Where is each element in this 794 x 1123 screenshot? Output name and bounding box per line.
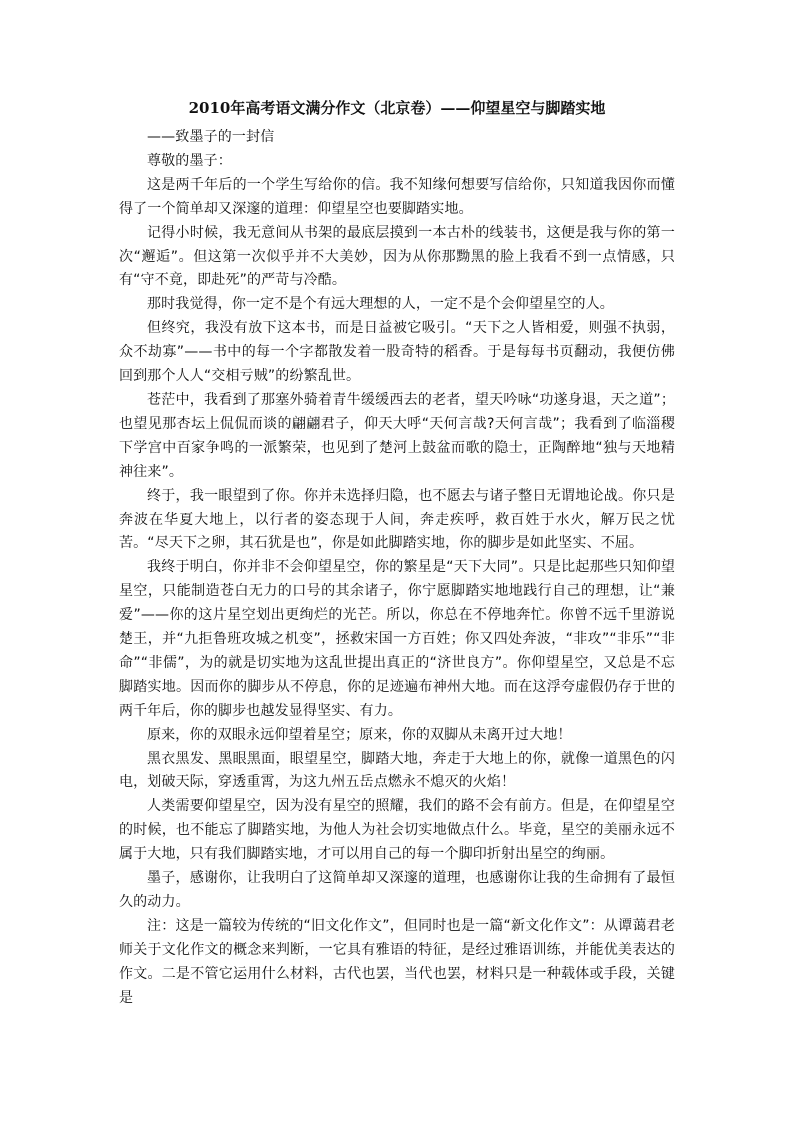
body-paragraph: 记得小时候，我无意间从书架的最底层摸到一本古朴的线装书，这便是我与你的第一次“邂逅”。但这第一次似乎并不大美妙，因为从你那黝黑的脸上我看不到一点情感，只有“守不竟，即赴死”的严苛与冷酷。 bbox=[119, 224, 675, 289]
note-paragraph: 注：这是一篇较为传统的“旧文化作文”，但同时也是一篇“新文化作文”：从谭蔼君老师关于文化作文的概念来判断，一它具有雅语的特征，是经过雅语训练，并能优美表达的作文。二是不管它运用什么材料，古代也罢，当代也罢，材料只是一种载体或手段，关键是 bbox=[119, 917, 675, 1006]
body-paragraph: 人类需要仰望星空，因为没有星空的照耀，我们的路不会有前方。但是，在仰望星空的时候，也不能忘了脚踏实地，为他人为社会切实地做点什么。毕竟，星空的美丽永远不属于大地，只有我们脚踏实地，才可以用自己的每一个脚印折射出星空的绚丽。 bbox=[119, 798, 675, 863]
body-paragraph: 那时我觉得，你一定不是个有远大理想的人，一定不是个会仰望星空的人。 bbox=[147, 296, 614, 313]
body-paragraph: 墨子，感谢你，让我明白了这简单却又深邃的道理，也感谢你让我的生命拥有了最恒久的动力。 bbox=[119, 870, 675, 910]
salutation: 尊敬的墨子： bbox=[147, 152, 232, 169]
body-paragraph: 原来，你的双眼永远仰望着星空；原来，你的双脚从未离开过大地！ bbox=[147, 726, 572, 743]
body-paragraph: 苍茫中，我看到了那塞外骑着青牛缓缓西去的老者，望天吟咏“功遂身退，天之道”；也望见那杏坛上侃侃而谈的翩翩君子，仰天大呼“天何言哉?天何言哉”；我看到了临淄稷下学宫中百家争鸣的一派繁荣，也见到了楚河上鼓盆而歌的隐士，正陶醉地“独与天地精神往来”。 bbox=[119, 391, 675, 480]
body-paragraph: 我终于明白，你并非不会仰望星空，你的繁星是“天下大同”。只是比起那些只知仰望星空，只能制造苍白无力的口号的其余诸子，你宁愿脚踏实地地践行自己的理想，让“兼爱”——你的这片星空划出更绚烂的光芒。所以，你总在不停地奔忙。你曾不远千里游说楚王，并“九拒鲁班攻城之机变”，拯救宋国一方百姓；你又四处奔波，“非攻”“非乐”“非命”“非儒”，为的就是切实地为这乱世提出真正的“济世良方”。你仰望星空，又总是不忘脚踏实地。因而你的脚步从不停息，你的足迹遍布神州大地。而在这浮夸虚假仍存于世的两千年后，你的脚步也越发显得坚实、有力。 bbox=[119, 559, 675, 719]
body-paragraph: 终于，我一眼望到了你。你并未选择归隐，也不愿去与诸子整日无谓地论战。你只是奔波在华夏大地上，以行者的姿态现于人间，奔走疾呼，救百姓于水火，解万民之忧苦。“尽天下之卵，其石犹是也”，你是如此脚踏实地，你的脚步是如此坚实、不屈。 bbox=[119, 487, 675, 552]
document-page bbox=[119, 96, 675, 1011]
document-title: 2010年高考语文满分作文（北京卷）——仰望星空与脚踏实地 bbox=[188, 99, 606, 117]
body-paragraph: 这是两千年后的一个学生写给你的信。我不知缘何想要写信给你，只知道我因你而懂得了一个简单却又深邃的道理：仰望星空也要脚踏实地。 bbox=[119, 176, 675, 217]
subtitle-line: ——致墨子的一封信 bbox=[147, 129, 275, 145]
body-paragraph: 黑衣黑发、黑眼黑面，眼望星空，脚踏大地，奔走于大地上的你，就像一道黑色的闪电，划破天际，穿透重霄，为这九州五岳点燃永不熄灭的火焰！ bbox=[119, 750, 675, 791]
body-paragraph: 但终究，我没有放下这本书，而是日益被它吸引。“天下之人皆相爱，则强不执弱，众不劫寡”——书中的每一个字都散发着一股奇特的稻香。于是每每书页翻动，我便仿佛回到那个人人“交相亏贼”的纷繁乱世。 bbox=[119, 320, 675, 385]
